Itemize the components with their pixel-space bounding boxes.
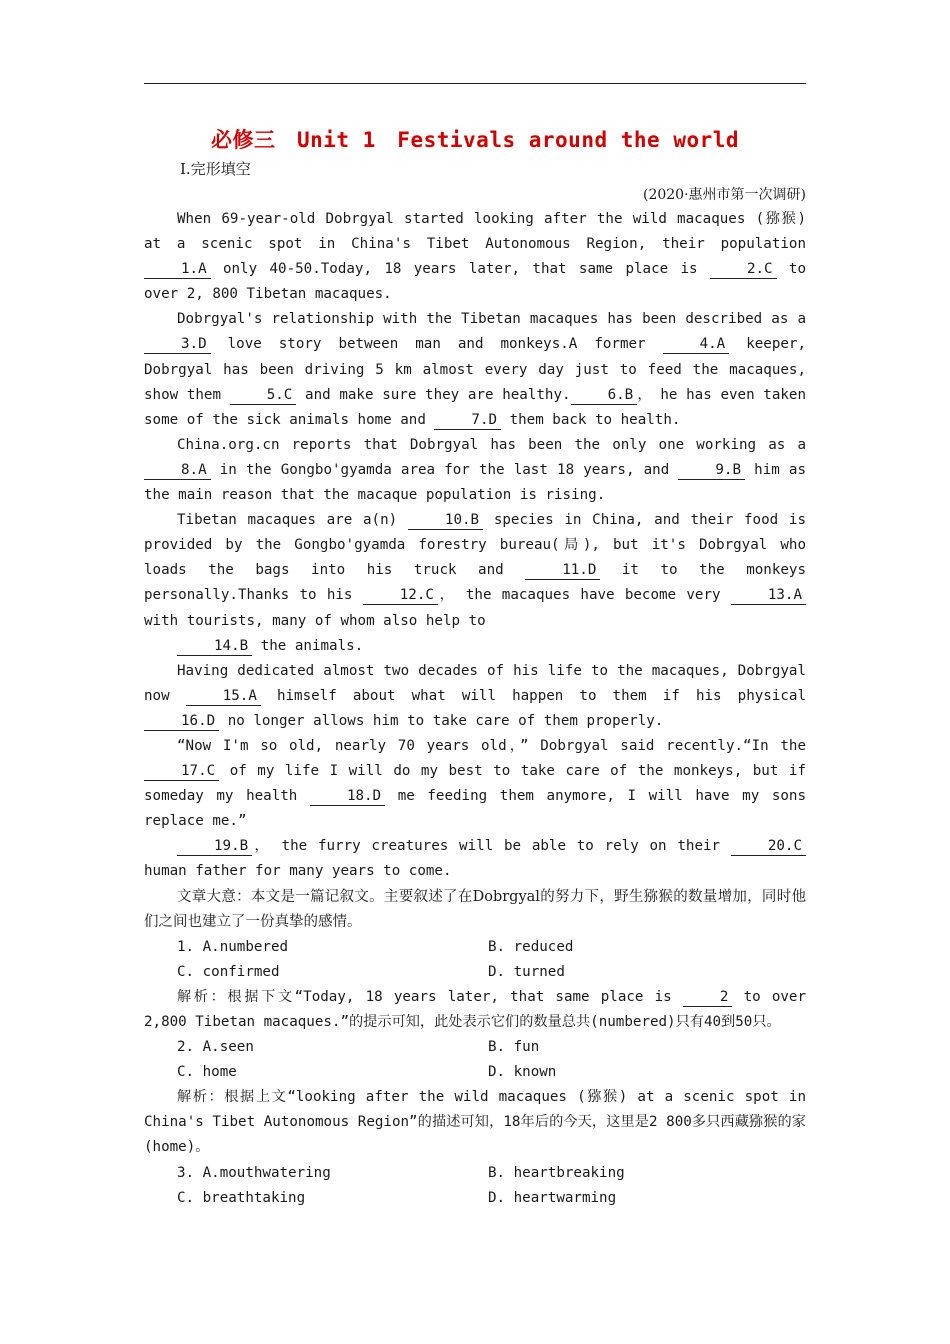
q3-option-b: B. heartbreaking bbox=[488, 1164, 625, 1181]
blank-12: 12.C bbox=[363, 587, 438, 605]
q1-option-b: B. reduced bbox=[488, 938, 574, 955]
question-2-options-row1 bbox=[144, 1035, 806, 1060]
blank-11: 11.D bbox=[525, 562, 600, 580]
paragraph-5: Having dedicated almost two decades of his life to the macaques, Dobrgyal now 15.A himself about what will happen to them if his physical 16.D no longer allows him to take care of them properly. bbox=[144, 662, 806, 729]
q1-option-a: 1. A.numbered bbox=[177, 938, 289, 955]
summary-text: 文章大意：本文是一篇记叙文。主要叙述了在Dobrgyal的努力下，野生猕猴的数量增加，同时他们之间也建立了一份真挚的感情。 bbox=[144, 888, 806, 930]
blank-13: 13.A bbox=[731, 587, 806, 605]
q3-option-d: D. heartwarming bbox=[488, 1189, 617, 1206]
blank-3: 3.D bbox=[144, 336, 211, 354]
q3-option-c: C. breathtaking bbox=[177, 1189, 306, 1206]
q3-option-a: 3. A.mouthwatering bbox=[177, 1164, 331, 1181]
blank-6: 6.B bbox=[571, 387, 638, 405]
top-divider bbox=[144, 83, 806, 84]
question-3-options-row2 bbox=[144, 1186, 806, 1211]
q1-option-c: C. confirmed bbox=[177, 963, 280, 980]
q2-option-d: D. known bbox=[488, 1064, 557, 1081]
q1-explanation: 解析：根据下文“Today, 18 years later, that same place is 2 to over 2,800 Tibetan macaques.”的提示可知，此处表示它们的数量总共(numbered)只有40到50只。 bbox=[144, 988, 806, 1030]
q2-option-a: 2. A.seen bbox=[177, 1039, 254, 1056]
blank-8: 8.A bbox=[144, 462, 211, 480]
blank-16: 16.D bbox=[144, 713, 219, 731]
question-3-options-row1 bbox=[144, 1161, 806, 1186]
blank-2: 2.C bbox=[710, 261, 777, 279]
q2-option-c: C. home bbox=[177, 1064, 237, 1081]
blank-15: 15.A bbox=[186, 688, 261, 706]
blank-10: 10.B bbox=[408, 512, 483, 530]
paragraph-4: Tibetan macaques are a(n) 10.B species in China, and their food is provided by the Gongbo'gyamda forestry bureau(局), but it's Dobrgyal who loads the bags into his truck and 11.D it to the monkeys personally.Thanks to his 12.C ， the macaques have become very 13.A with tourists, many of whom also help to bbox=[144, 512, 806, 629]
blank-1: 1.A bbox=[144, 261, 211, 279]
blank-5: 5.C bbox=[230, 387, 297, 405]
q1-explanation-blank: 2 bbox=[683, 989, 733, 1007]
blank-7: 7.D bbox=[434, 412, 501, 430]
section-heading: Ⅰ.完形填空 bbox=[180, 160, 251, 178]
paragraph-7: 19.B ， the furry creatures will be able to rely on their 20.C human father for many years to come. bbox=[144, 834, 806, 884]
paragraph-4b: 14.B the animals. bbox=[144, 634, 806, 659]
blank-20: 20.C bbox=[731, 838, 806, 856]
question-1-options-row1 bbox=[144, 935, 806, 960]
q1-option-d: D. turned bbox=[488, 963, 565, 980]
blank-9: 9.B bbox=[678, 462, 745, 480]
q2-explanation: 解析：根据上文“looking after the wild macaques (猕猴) at a scenic spot in China's Tibet Autonomous Region”的描述可知，18年后的今天，这里是2 800多只西藏猕猴的家(home)。 bbox=[144, 1089, 806, 1156]
blank-18: 18.D bbox=[310, 788, 385, 806]
blank-4: 4.A bbox=[663, 336, 730, 354]
passage bbox=[144, 207, 806, 1211]
paragraph-2: Dobrgyal's relationship with the Tibetan macaques has been described as a 3.D love story between man and monkeys.A former 4.A keeper, Dobrgyal has been driving 5 km almost every day just to feed the macaques, show them 5.C and make sure they are healthy. 6.B ， he has even taken some of the sick animals home and 7.D them back to health. bbox=[144, 311, 807, 428]
paragraph-6: “Now I'm so old, nearly 70 years old，” Dobrgyal said recently.“In the 17.C of my life I will do my best to take care of the monkeys, but if someday my health 18.D me feeding them anymore, I will have my sons replace me.” bbox=[144, 737, 807, 830]
blank-14: 14.B bbox=[177, 638, 252, 656]
blank-17: 17.C bbox=[144, 763, 219, 781]
page-title: 必修三 Unit 1 Festivals around the world bbox=[210, 128, 740, 152]
source-note: (2020·惠州市第一次调研) bbox=[642, 187, 806, 203]
question-2-options-row2 bbox=[144, 1060, 806, 1085]
question-1-options-row2 bbox=[144, 960, 806, 985]
paragraph-3: China.org.cn reports that Dobrgyal has been the only one working as a 8.A in the Gongbo'gyamda area for the last 18 years, and 9.B him as the main reason that the macaque population is rising. bbox=[144, 436, 806, 504]
paragraph-1: When 69-year-old Dobrgyal started looking after the wild macaques (猕猴) at a scenic spot in China's Tibet Autonomous Region, their population 1.A only 40-50.Today, 18 years later, that same place is 2.C to over 2, 800 Tibetan macaques. bbox=[144, 211, 807, 303]
q2-option-b: B. fun bbox=[488, 1039, 540, 1056]
blank-19: 19.B bbox=[177, 838, 252, 856]
